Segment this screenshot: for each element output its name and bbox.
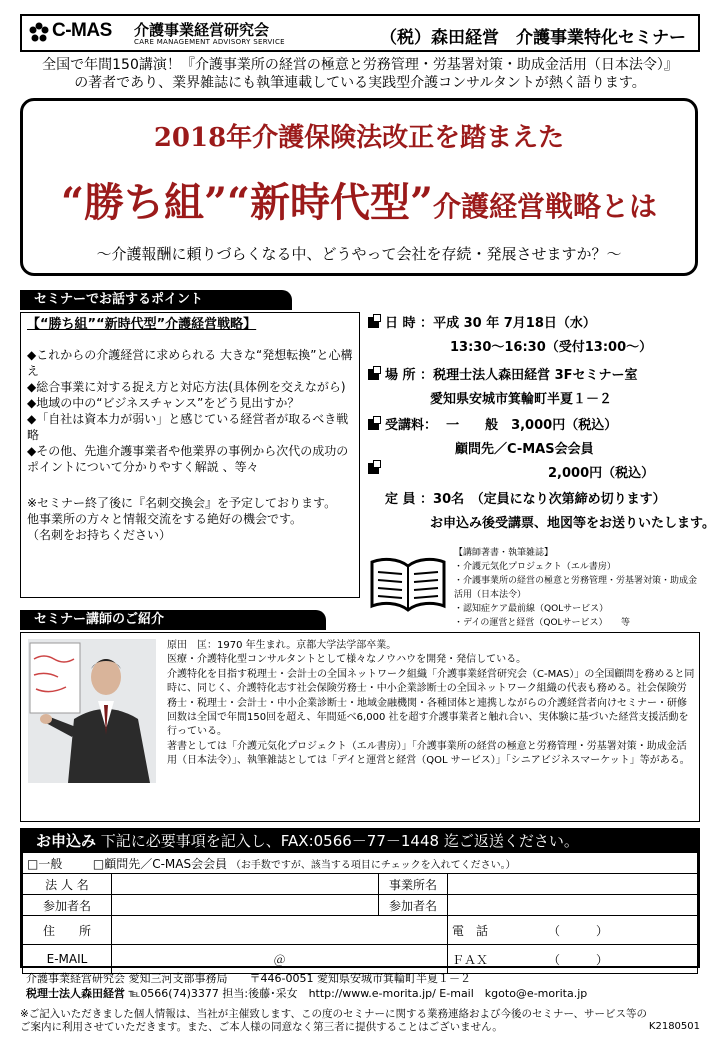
form-table <box>22 852 698 974</box>
office-label: 事業所名 <box>379 874 448 895</box>
bio-line: 著書としては「介護元気化プロジェクト（エル書房）」「介護事業所の経営の極意と労務管理・労基署対策・助成金活用（日本法令）」、執筆雑誌としては「デイと運営と経営（QOL サービス）」「シニアビジネスマーケット」等がある。 <box>167 740 690 767</box>
address-value: 愛知県安城市箕輪町半夏１－２ <box>430 392 613 407</box>
org-subtitle: CARE MANAGEMENT ADVISORY SERVICE <box>134 38 285 46</box>
date-label: 日 時 ： <box>385 316 434 331</box>
date-value: 平成 30 年 7月18日（水） <box>433 316 596 331</box>
publication-item: ・介護元気化プロジェクト（エル書房） <box>454 562 616 572</box>
form-header-bold: お申込み <box>36 832 97 850</box>
title-main-phrase: “勝ち組”“新時代型” <box>60 179 433 226</box>
org-name: 介護事業経営研究会 <box>134 21 270 39</box>
fax-paren: （ ） <box>548 952 609 967</box>
title-main-suffix: 介護経営戦略とは <box>433 190 658 223</box>
email-field[interactable] <box>112 945 448 974</box>
instructor-bio <box>167 639 695 769</box>
points-tab: セミナーでお話するポイント <box>20 290 292 310</box>
tel-paren: （ ） <box>548 923 609 938</box>
bio-line: 医療・介護特化型コンサルタントとして様々なノウハウを開発・発信している。 <box>167 654 527 666</box>
footer-line-2 <box>26 986 587 1001</box>
intro-line-2: の著者であり、業界雑誌にも執筆連載している実践型介護コンサルタントが熱く語ります。 <box>74 75 646 91</box>
title-line-2 <box>23 171 695 228</box>
address-label: 住 所 <box>23 916 112 945</box>
point-item: ◆その他、先進介護事業者や他業界の事例から次代の成功のポイントについて分かりやすく解説 、等々 <box>27 444 349 474</box>
place-label: 場 所 ： <box>385 368 434 383</box>
bio-line: 介護特化を目指す税理士・会計士の全国ネットワーク組織「介護事業経営研究会（C-MAS）」の全国顧問を務めると同時に、同じく、介護特化志す社会保険労務士・中小企業診断士の全国ネットワーク組織の代表も務める。社会保険労務士・税理士・会計士・中小企業診断士・地域金融機関・各種団体と連携しながらの介護経営者向けセミナー・研修回数は全国で年間150回を超え、年間延べ6,000 社を超す介護事業者と触れ合い、実体験に基づいた経営支援活動を行っている。 <box>167 668 695 738</box>
book-icon <box>368 554 448 616</box>
publication-item: ・介護事業所の経営の極意と労務管理・労基署対策・助成金活用（日本法令） <box>454 576 698 600</box>
fax-label: ＦＡＸ <box>452 952 489 967</box>
tel-cell[interactable] <box>448 916 698 945</box>
square-bullet-icon <box>368 369 379 380</box>
corp-field[interactable] <box>112 874 379 895</box>
exchange-note: ※セミナー終了後に『名刺交換会』を予定しております。 <box>27 496 337 510</box>
publications-heading: 【講師著書・執筆雑誌】 <box>454 548 554 558</box>
subtitle: ～介護報酬に頼りづらくなる中、どうやって会社を存続・発展させますか？～ <box>96 245 622 263</box>
footer-contact-details: ℡0566(74)3377 担当:後藤･采女 http://www.e-morita.jp/ E-mail kgoto@e-morita.jp <box>125 987 588 1000</box>
header-title: （税）森田経営 介護事業特化セミナー <box>380 28 686 48</box>
points-heading: 【“勝ち組”“新時代型”介護経営戦略】 <box>27 317 257 332</box>
exchange-note-2: 他事業所の方々と情報交流をする絶好の機会です。 <box>27 512 303 526</box>
person-image <box>28 639 156 783</box>
privacy-line-2: ご案内に利用させていただきます。また、ご本人様の同意なく第三者に提供することはございません。 <box>20 1021 503 1033</box>
fee-label: 受講料： <box>385 418 438 433</box>
intro-line-1: 全国で年間150講演！『介護事業所の経営の極意と労務管理・労基署対策・助成金活用（日本法令）』 <box>42 57 678 73</box>
option-note: （お手数ですが、該当する項目にチェックを入れてください。） <box>230 859 516 871</box>
logo-text: C-MAS <box>52 20 112 41</box>
attendee-label-1: 参加者名 <box>23 895 112 916</box>
at-sign: ＠ <box>273 952 286 967</box>
attendee-field-1[interactable] <box>112 895 379 916</box>
after-note: お申込み後受講票、地図等をお送りいたします。 <box>430 516 715 531</box>
title-box <box>20 98 698 276</box>
point-item: ◆これからの介護経営に求められる 大きな“発想転換”と心構え <box>27 348 353 378</box>
fee-row <box>368 414 617 433</box>
header-bar <box>20 14 700 52</box>
point-item: ◆総合事業に対する捉え方と対応方法(具体例を交えながら) <box>27 380 346 394</box>
publication-item: ・デイの運営と経営（QOLサービス） 等 <box>454 618 631 628</box>
instructor-box <box>20 632 700 822</box>
footer-contact <box>26 971 587 1001</box>
fee-member-row <box>368 462 668 481</box>
capacity: 定 員 ：30名 （定員になり次第締め切ります） <box>385 492 666 507</box>
address-field[interactable] <box>112 916 448 945</box>
footer-line-1: 介護事業経営研究会 愛知三河支部事務局 〒446-0051 愛知県安城市箕輪町半夏１－２ <box>26 972 471 985</box>
square-bullet-icon <box>368 317 379 328</box>
tel-label: 電 話 <box>452 923 489 938</box>
point-item: ◆「自社は資本力が弱い」と感じている経営者が取るべき戦略 <box>27 412 349 442</box>
email-label: E-MAIL <box>23 945 112 974</box>
square-bullet-icon <box>368 419 379 430</box>
privacy-note <box>20 1008 700 1034</box>
form-header <box>22 830 698 852</box>
title-line-1: 2018年介護保険法改正を踏まえた <box>153 123 565 153</box>
bio-line: 原田 匡：1970 年生まれ。京都大学法学部卒業。 <box>167 640 397 651</box>
office-field[interactable] <box>448 874 698 895</box>
fee-member-value: 2,000円（税込） <box>548 466 655 481</box>
footer-company: 税理士法人森田経営 <box>26 987 125 1000</box>
exchange-note-3: （名刺をお持ちください） <box>27 528 172 542</box>
application-form <box>20 828 700 968</box>
attendee-field-2[interactable] <box>448 895 698 916</box>
intro-text <box>20 56 700 92</box>
place-row <box>368 364 638 383</box>
date-row <box>368 312 596 331</box>
points-box <box>20 312 360 598</box>
option-general-checkbox[interactable]: □一般 <box>27 856 63 871</box>
fee-member-label: 顧問先／C-MAS会会員 <box>455 442 594 457</box>
instructor-photo <box>28 639 156 783</box>
publications <box>454 546 704 630</box>
document-code: K2180501 <box>648 1021 700 1032</box>
fax-cell[interactable] <box>448 945 698 974</box>
fee-general: 一 般 3,000円（税込） <box>446 418 618 433</box>
option-member-checkbox[interactable]: □顧問先／C-MAS会会員 <box>92 856 228 871</box>
square-bullet-icon <box>368 463 379 474</box>
point-item: ◆地域の中の“ビジネスチャンス”をどう見出すか？ <box>27 396 300 410</box>
flower-logo-icon <box>28 22 50 44</box>
time-value: 13:30～16:30（受付13:00～） <box>450 340 653 355</box>
publication-item: ・認知症ケア最前線（QOLサービス） <box>454 604 609 614</box>
instructor-tab: セミナー講師のご紹介 <box>20 610 326 630</box>
attendee-label-2: 参加者名 <box>379 895 448 916</box>
privacy-line-1: ※ご記入いただきました個人情報は、当社が主催致します、この度のセミナーに関する業務連絡および今後のセミナー、サービス等の <box>20 1008 648 1020</box>
corp-label: 法 人 名 <box>23 874 112 895</box>
place-value: 税理士法人森田経営 3Fセミナー室 <box>433 368 638 383</box>
form-header-text: 下記に必要事項を記入し、FAX:0566－77－1448 迄ご返送ください。 <box>96 832 579 850</box>
